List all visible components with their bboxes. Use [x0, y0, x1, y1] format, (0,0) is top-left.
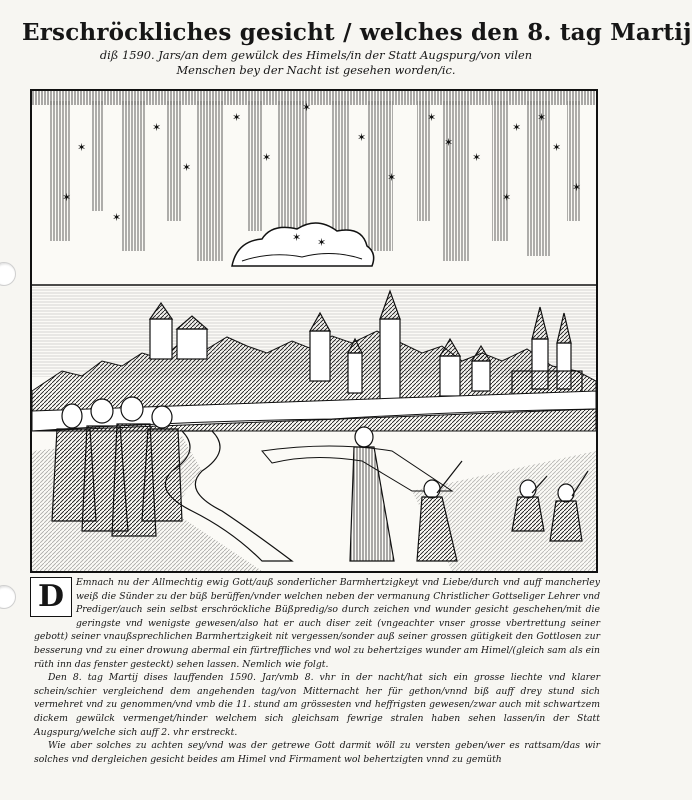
svg-text:✶: ✶ — [262, 151, 272, 164]
binder-punch-hole-top — [0, 262, 16, 286]
svg-text:✶: ✶ — [292, 231, 302, 244]
svg-text:✶: ✶ — [572, 181, 582, 194]
svg-text:✶: ✶ — [302, 101, 312, 114]
page-title: Erschröckliches gesicht / welches den 8. tag Martij — [22, 19, 692, 46]
svg-text:✶: ✶ — [444, 136, 454, 149]
svg-text:✶: ✶ — [152, 121, 162, 134]
header — [22, 18, 692, 78]
paragraph-3: Wie aber solches zu achten sey/vnd was der getrewe Gott darmit wöll zu versten geben/wer es rattsam/das wir solches vnd dergleichen gesicht beides am Himel vnd Firmament wol behertzigten vnnd zu gemüth — [34, 740, 600, 765]
svg-text:✶: ✶ — [182, 161, 192, 174]
subtitle-line-1: diß 1590. Jars/an dem gewülck des Himels/in der Statt Augspurg/von vilen — [99, 48, 533, 62]
woodcut-illustration — [30, 89, 598, 573]
svg-text:✶: ✶ — [427, 111, 437, 124]
svg-text:✶: ✶ — [357, 131, 367, 144]
svg-text:✶: ✶ — [232, 111, 242, 124]
svg-text:✶: ✶ — [112, 211, 122, 224]
svg-text:✶: ✶ — [537, 111, 547, 124]
drop-cap: D — [30, 577, 72, 617]
svg-text:✶: ✶ — [472, 151, 482, 164]
paragraph-1 — [34, 576, 600, 671]
body-text — [34, 576, 600, 766]
paragraph-1-text: Emnach nu der Allmechtig ewig Gott/auß sonderlicher Barmhertzigkeyt vnd Liebe/durch vnd auff mancherley weiß die Sünder zu der büß berüffen/vnder welchen neben der vermanung Christlicher Gottseliger Lehrer vnd Prediger/auch sein selbst erschröckliche Büßpredig/so durch zeichen vnd wunder gesicht geschehen/mit die geringste vnd wenigste gewesen/also hat er auch diser zeit (vngeachter vnser grosse vbertrettung seiner gebott) seiner vnaußsprechlichen Barmhertzigkeit nit vergessen/sonder auß seiner grossen gütigkeit den Gottlosen zur besserung vnd zu einer drowung abermal ein fürtreffliches vnd wol zu behertziges wunder am Himel/(gleich sam als ein rüth inn das fenster gesteckt) sehen lassen. Nemlich wie folgt. — [34, 577, 600, 670]
svg-text:✶: ✶ — [512, 121, 522, 134]
svg-text:✶: ✶ — [77, 141, 87, 154]
svg-text:✶: ✶ — [387, 171, 397, 184]
paragraph-2: Den 8. tag Martij dises lauffenden 1590. Jar/vmb 8. vhr in der nacht/hat sich ein grosse liechte vnd klarer schein/schier vergleichend dem angehenden tag/von Mitternacht her für gethon/vnnd biß auff drey stund sich vermehret vnd zu genommen/vnd vmb die 11. stund am grössesten vnd heffrigsten gewesen/zwar auch mit schwartzem dickem gewülck vermenget/hinder welchem sich gleichsam fewrige stralen haben sehen lassen/in der Statt Augspurg/welche sich auff 2. vhr erstreckt. — [34, 672, 600, 738]
svg-text:✶: ✶ — [62, 191, 72, 204]
woodcut-drawing — [32, 91, 596, 571]
svg-text:✶: ✶ — [317, 236, 327, 249]
city-of-augsburg-scene — [32, 287, 596, 571]
subtitle-line-2: Menschen bey der Nacht ist gesehen worden/ic. — [176, 63, 456, 77]
night-sky-panel — [32, 91, 596, 271]
binder-punch-hole-bottom — [0, 585, 16, 609]
svg-text:✶: ✶ — [552, 141, 562, 154]
svg-text:✶: ✶ — [502, 191, 512, 204]
